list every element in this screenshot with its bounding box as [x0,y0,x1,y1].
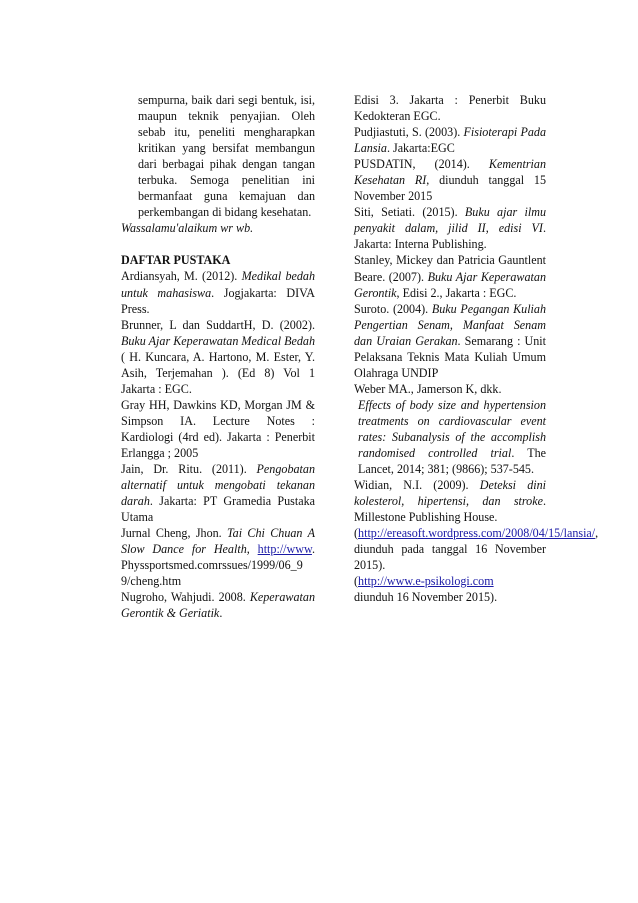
reference-widian: Widian, N.I. (2009). Deteksi dini kolesterol, hipertensi, dan stroke. Millestone Publishing House. [354,478,547,525]
references-heading: DAFTAR PUSTAKA [121,253,231,268]
reference-jain: Jain, Dr. Ritu. (2011). Pengobatan alternatif untuk mengobati tekanan darah. Jakarta: PT Gramedia Pustaka Utama [121,462,315,525]
reference-stanley: Stanley, Mickey dan Patricia Gauntlent Beare. (2007). Buku Ajar Keperawatan Gerontik, Edisi 2., Jakarta : EGC. [354,253,546,300]
cheng-link[interactable]: http://www [257,542,312,557]
reference-pudjiastuti: Pudjiastuti, S. (2003). Fisioterapi Pada Lansia. Jakarta:EGC [354,125,546,156]
epsikologi-link[interactable]: http://www.e-psikologi.com [358,574,494,589]
reference-siti: Siti, Setiati. (2015). Buku ajar ilmu penyakit dalam, jilid II, edisi VI. Jakarta: Interna Publishing. [354,205,547,252]
reference-suroto: Suroto. (2004). Buku Pegangan Kuliah Pengertian Senam, Manfaat Senam dan Uraian Gerakan. Semarang : Unit Pelaksana Teknis Mata Kuliah Umum Olahraga UNDIP [354,301,547,380]
greeting: Wassalamu'alaikum wr wb. [121,221,254,236]
reference-nugroho-continued: Edisi 3. Jakarta : Penerbit Buku Kedokteran EGC. [354,93,546,124]
reference-weber-author: Weber MA., Jamerson K, dkk. [354,381,502,396]
reference-jurnal-cheng: Jurnal Cheng, Jhon. Tai Chi Chuan A Slow Dance for Health, http://www. Physsportsmed.comrssues/1999/06_9 9/cheng.htm [121,526,315,589]
reference-ardiansyah: Ardiansyah, M. (2012). Medikal bedah untuk mahasiswa. Jogjakarta: DIVA Press. [121,269,316,316]
ereasoft-link[interactable]: http://ereasoft.wordpress.com/2008/04/15/lansia/ [358,526,596,541]
reference-weber-detail: Effects of body size and hypertension treatments on cardiovascular event rates: Subanalysis of the accomplish randomised controlled trial. The Lancet, 2014; 381; (9866); 537-545. [358,397,546,477]
right-column [354,92,599,606]
reference-gray: Gray HH, Dawkins KD, Morgan JM & Simpson IA. Lecture Notes : Kardiologi (4rd ed). Jakarta : Penerbit Erlangga ; 2005 [121,397,315,460]
reference-link-epsikologi: (http://www.e-psikologi.com diunduh 16 November 2015). [354,574,498,605]
left-column [121,92,315,622]
reference-nugroho: Nugroho, Wahjudi. 2008. Keperawatan Gerontik & Geriatik. [121,590,315,621]
reference-link-ereasoft: (http://ereasoft.wordpress.com/2008/04/15/lansia/, diunduh pada tanggal 16 November 2015). [354,526,599,573]
reference-brunner: Brunner, L dan SuddartH, D. (2002). Buku Ajar Keperawatan Medical Bedah ( H. Kuncara, A. Hartono, M. Ester, Y. Asih, Terjemahan ). (Ed 8) Vol 1 Jakarta : EGC. [121,317,315,396]
spacer [121,236,315,252]
closing-paragraph: sempurna, baik dari segi bentuk, isi, maupun teknik penyajian. Oleh sebab itu, peneliti mengharapkan kritikan yang bersifat membangun dari berbagai pihak dengan tangan terbuka. Semoga penelitian ini bermanfaat guna kemajuan dan perkembangan di bidang kesehatan. [138,93,315,220]
reference-pusdatin: PUSDATIN, (2014). Kementrian Kesehatan RI, diunduh tanggal 15 November 2015 [354,157,546,204]
